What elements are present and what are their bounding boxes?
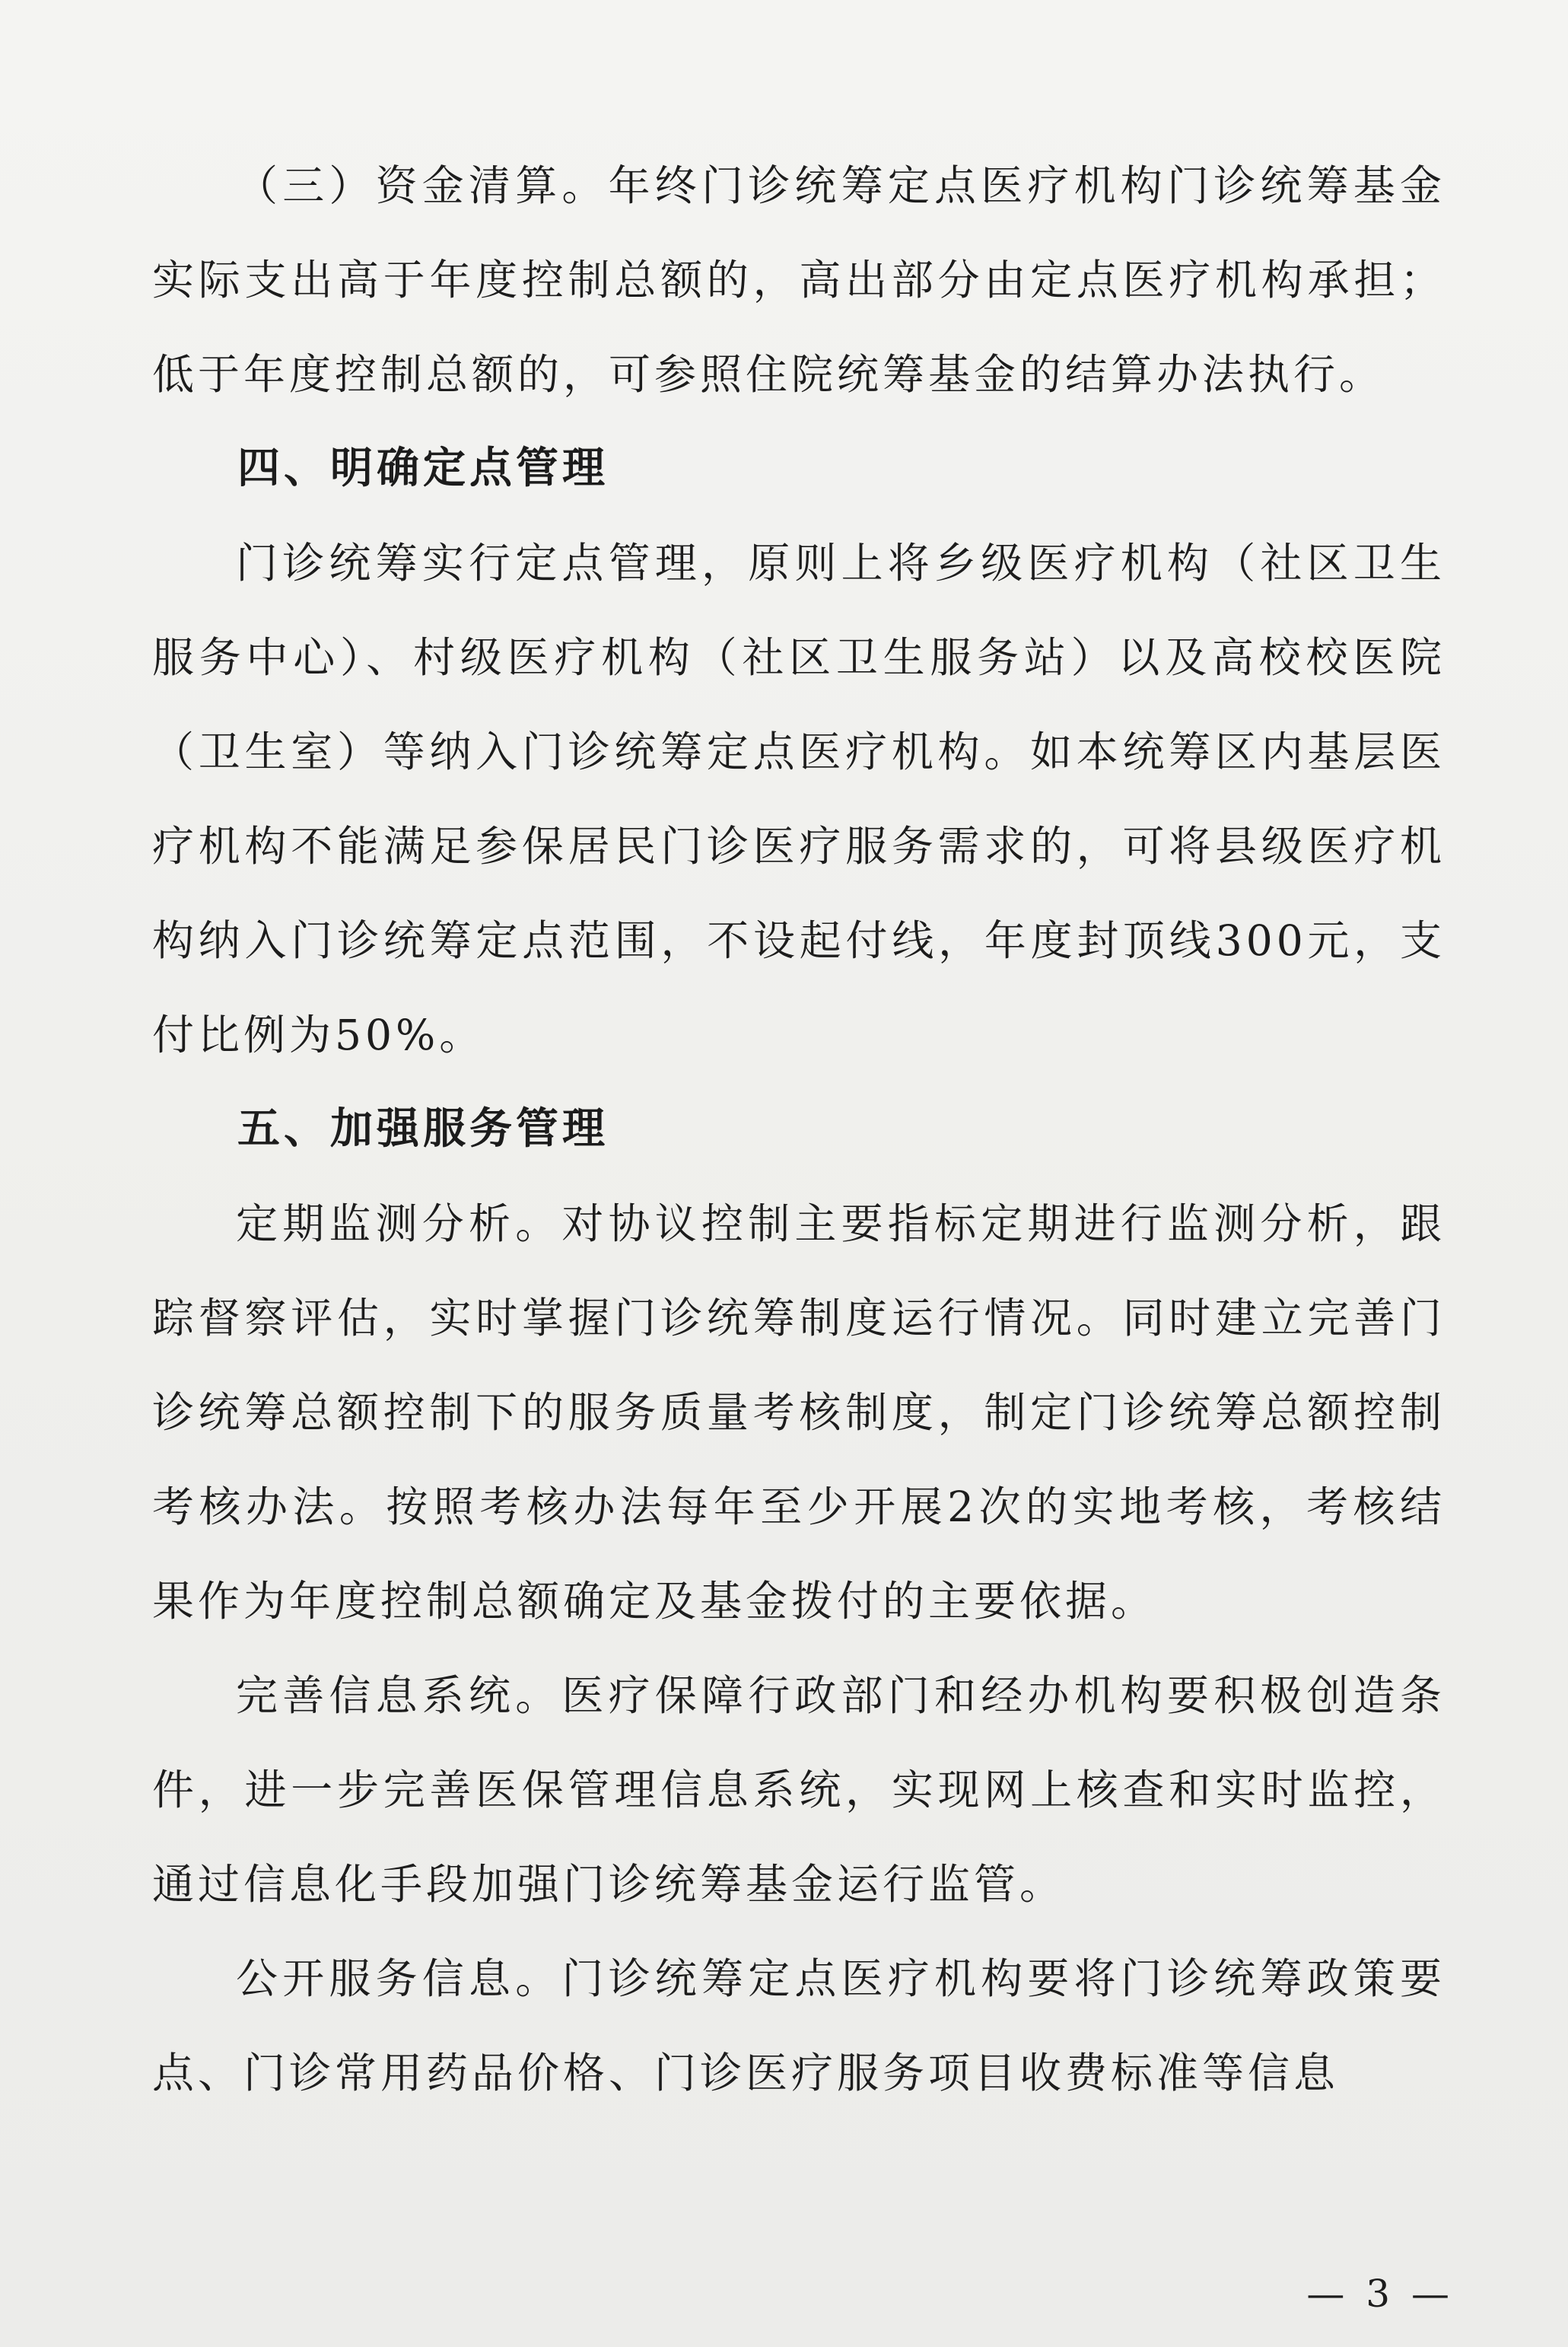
paragraph-information-system: 完善信息系统。医疗保障行政部门和经办机构要积极创造条件，进一步完善医保管理信息系统，实现网上核查和实时监控，通过信息化手段加强门诊统筹基金运行监管。: [152, 1671, 1446, 1909]
page-number: — 3 —: [1306, 2272, 1454, 2316]
section-heading-designated-management: 四、明确定点管理: [237, 444, 609, 493]
paragraph-monitoring-analysis: 定期监测分析。对协议控制主要指标定期进行监测分析，跟踪督察评估，实时掌握门诊统筹制度运行情况。同时建立完善门诊统筹总额控制下的服务质量考核制度，制定门诊统筹总额控制考核办法。按照考核办法每年至少开展2次的实地考核，考核结果作为年度控制总额确定及基金拨付的主要依据。: [152, 1199, 1446, 1626]
paragraph-designated-management: 门诊统筹实行定点管理，原则上将乡级医疗机构（社区卫生服务中心）、村级医疗机构（社区卫生服务站）以及高校校医院（卫生室）等纳入门诊统筹定点医疗机构。如本统筹区内基层医疗机构不能满足参保居民门诊医疗服务需求的，可将县级医疗机构纳入门诊统筹定点范围，不设起付线，年度封顶线300元，支付比例为50%。: [152, 539, 1446, 1059]
paragraph-public-service-info: 公开服务信息。门诊统筹定点医疗机构要将门诊统筹政策要点、门诊常用药品价格、门诊医疗服务项目收费标准等信息: [152, 1954, 1446, 2097]
paragraph-fund-settlement: （三）资金清算。年终门诊统筹定点医疗机构门诊统筹基金实际支出高于年度控制总额的，高出部分由定点医疗机构承担；低于年度控制总额的，可参照住院统筹基金的结算办法执行。: [152, 161, 1446, 399]
document-body: [152, 139, 1446, 2120]
section-heading-service-management: 五、加强服务管理: [237, 1104, 609, 1154]
